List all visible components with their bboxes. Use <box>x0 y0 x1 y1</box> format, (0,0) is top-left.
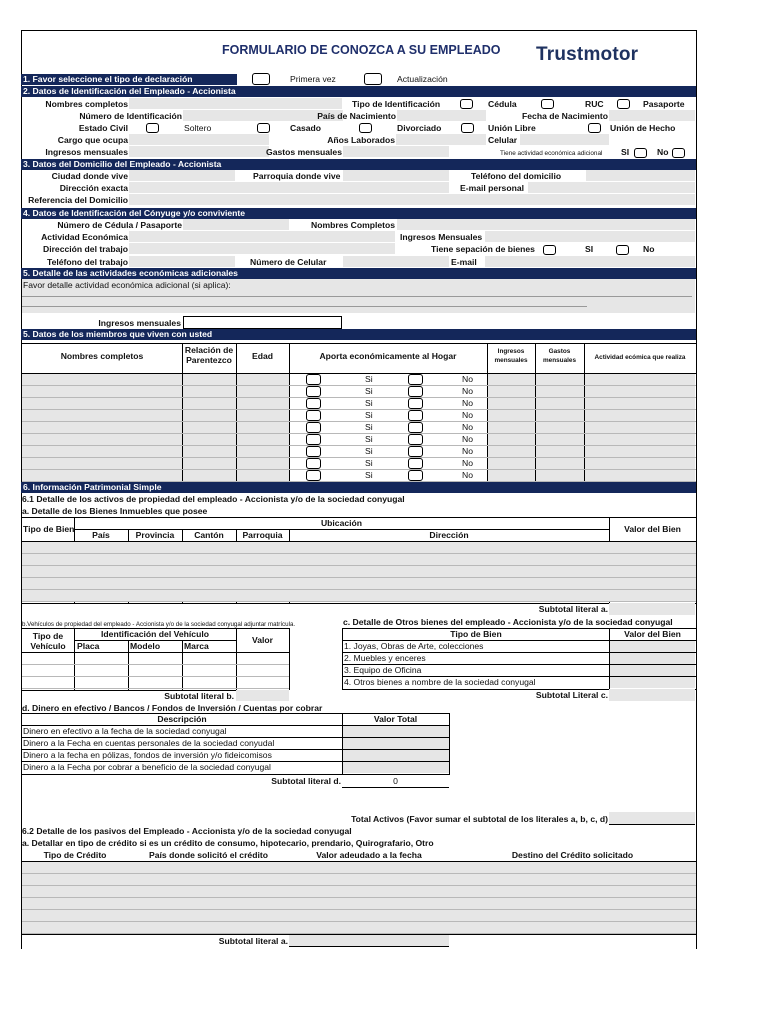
aporta-no-label: No <box>462 470 473 480</box>
miembros-header-relacion: Relación de Parentezco <box>184 345 234 365</box>
miembros-ingresos-field[interactable] <box>488 470 535 481</box>
miembros-edad-field[interactable] <box>237 410 289 421</box>
aporta-no-checkbox[interactable] <box>408 422 423 433</box>
dinero-item-value-field[interactable] <box>343 726 449 737</box>
pasivos-header-tipo: Tipo de Crédito <box>43 850 107 860</box>
actividad-adicional-label: Tiene actividad económica adicional <box>500 150 603 157</box>
total-activos-field[interactable] <box>609 812 695 824</box>
casado-label: Casado <box>290 123 322 133</box>
miembros-relacion-field[interactable] <box>183 434 236 445</box>
inmuebles-header-pais: País <box>92 530 110 540</box>
aporta-no-label: No <box>462 398 473 408</box>
pasivo-row-field[interactable] <box>22 874 696 885</box>
miembros-gastos-field[interactable] <box>536 446 584 457</box>
miembros-actividad-field[interactable] <box>585 422 695 433</box>
miembros-edad-field[interactable] <box>237 386 289 397</box>
miembros-edad-field[interactable] <box>237 434 289 445</box>
miembros-nombre-field[interactable] <box>22 470 182 481</box>
tel-trabajo-field[interactable] <box>129 256 235 267</box>
aporta-si-label: Si <box>365 470 373 480</box>
ingresos-field[interactable] <box>129 146 269 157</box>
divorciado-checkbox[interactable] <box>359 123 372 133</box>
miembros-top-line <box>22 343 696 344</box>
dinero-item-value-field[interactable] <box>343 762 449 773</box>
dinero-header-desc: Descripción <box>157 714 207 724</box>
tipo-id-label: Tipo de Identificación <box>352 99 441 109</box>
miembros-gastos-field[interactable] <box>536 422 584 433</box>
miembros-header-ingresos: Ingresos mensuales <box>494 348 528 364</box>
actualizacion-label: Actualización <box>397 74 448 84</box>
dinero-top-line <box>22 713 449 714</box>
aporta-no-checkbox[interactable] <box>408 434 423 445</box>
num-celular-label: Número de Celular <box>250 257 327 267</box>
miembros-relacion-field[interactable] <box>183 386 236 397</box>
miembros-header-aporta: Aporta económicamente al Hogar <box>319 351 457 361</box>
dinero-col-line <box>449 713 450 775</box>
pasivo-row-field[interactable] <box>22 886 696 897</box>
aporta-si-checkbox[interactable] <box>306 470 321 481</box>
miembros-gastos-field[interactable] <box>536 386 584 397</box>
otros-header-valor: Valor del Bien <box>624 629 681 639</box>
pasivo-row-field[interactable] <box>22 922 696 933</box>
miembros-edad-field[interactable] <box>237 458 289 469</box>
anios-field[interactable] <box>396 134 486 145</box>
miembros-actividad-field[interactable] <box>585 446 695 457</box>
soltero-label: Soltero <box>184 123 212 133</box>
inmueble-row-field[interactable] <box>22 578 696 589</box>
miembros-edad-field[interactable] <box>237 422 289 433</box>
aporta-si-label: Si <box>365 458 373 468</box>
subtotal-pasivos-label: Subtotal literal a. <box>218 936 288 946</box>
miembros-edad-field[interactable] <box>237 398 289 409</box>
otros-col-line <box>342 628 343 690</box>
inmuebles-header-canton: Cantón <box>194 530 224 540</box>
direccion-field[interactable] <box>129 182 449 193</box>
inmuebles-sub-line <box>74 529 609 530</box>
otros-bienes-title: c. Detalle de Otros bienes del empleado - Accionista y/o de la sociedad conyugal <box>343 617 673 627</box>
casado-checkbox[interactable] <box>257 123 270 133</box>
dir-trabajo-field[interactable] <box>129 243 395 254</box>
section-6-header: 6. Información Patrimonial Simple <box>21 482 696 493</box>
aporta-no-checkbox[interactable] <box>408 410 423 421</box>
miembros-ingresos-field[interactable] <box>488 398 535 409</box>
otros-item-value-field[interactable] <box>610 677 695 688</box>
aporta-no-checkbox[interactable] <box>408 386 423 397</box>
aporta-si-label: Si <box>365 434 373 444</box>
miembros-relacion-field[interactable] <box>183 422 236 433</box>
miembros-gastos-field[interactable] <box>536 398 584 409</box>
union-hecho-label: Unión de Hecho <box>610 123 676 133</box>
nombres-field[interactable] <box>129 98 342 109</box>
miembros-actividad-field[interactable] <box>585 434 695 445</box>
conyuge-actividad-field[interactable] <box>129 231 395 242</box>
aporta-si-checkbox[interactable] <box>306 374 321 385</box>
pasivo-row-field[interactable] <box>22 910 696 921</box>
vehiculos-col-line <box>128 640 129 690</box>
detalle-line-1 <box>22 296 692 297</box>
miembros-ingresos-field[interactable] <box>488 386 535 397</box>
miembros-nombre-field[interactable] <box>22 458 182 469</box>
conyuge-nombres-field[interactable] <box>397 219 695 230</box>
nombres-label: Nombres completos <box>45 99 128 109</box>
actividad-ingresos-label: Ingresos mensuales <box>98 318 181 328</box>
miembros-gastos-field[interactable] <box>536 434 584 445</box>
otros-header-tipo: Tipo de Bien <box>450 629 502 639</box>
conyuge-ingresos-label: Ingresos Mensuales <box>400 232 483 242</box>
fecha-nac-label: Fecha de Nacimiento <box>522 111 608 121</box>
miembros-actividad-field[interactable] <box>585 374 695 385</box>
cargo-label: Cargo que ocupa <box>57 135 128 145</box>
vehiculos-header-marca: Marca <box>184 641 209 651</box>
gastos-field[interactable] <box>343 146 449 157</box>
gastos-label: Gastos mensuales <box>266 147 342 157</box>
aporta-no-label: No <box>462 422 473 432</box>
cargo-field[interactable] <box>129 134 269 145</box>
pasivos-header-valor: Valor adeudado a la fecha <box>316 850 422 860</box>
subtotal-d-label: Subtotal literal d. <box>271 776 341 786</box>
vehiculos-header-valor: Valor <box>251 635 274 645</box>
miembros-header-actividad: Actividad ecómica que realiza <box>594 354 686 361</box>
miembros-relacion-field[interactable] <box>183 398 236 409</box>
dinero-bottom-line <box>22 774 449 775</box>
otros-item-label: 3. Equipo de Oficina <box>344 665 422 675</box>
aporta-si-label: Si <box>365 410 373 420</box>
subtotal-d-value: 0 <box>393 776 398 786</box>
conyuge-ingresos-field[interactable] <box>485 231 695 242</box>
inmuebles-header-tipo: Tipo de Bien <box>23 524 75 534</box>
inmuebles-header-valor: Valor del Bien <box>624 524 681 534</box>
section-4-header: 4. Datos de Identificación del Cónyuge y/o conviviente <box>21 208 696 219</box>
miembros-nombre-field[interactable] <box>22 410 182 421</box>
vehiculo-row-line <box>22 664 289 665</box>
inmuebles-header-ubicacion: Ubicación <box>320 518 363 528</box>
section-3-header: 3. Datos del Domicilio del Empleado - Accionista <box>21 159 696 170</box>
vehiculos-top-line <box>22 628 289 629</box>
vehiculos-col-line <box>182 640 183 690</box>
aporta-no-label: No <box>462 410 473 420</box>
inmueble-row-field[interactable] <box>22 590 696 601</box>
actividad-detalle-note: Favor detalle actividad económica adicional (si aplica): <box>23 280 231 290</box>
miembros-edad-field[interactable] <box>237 446 289 457</box>
parroquia-field[interactable] <box>343 170 449 181</box>
vehiculo-row-line <box>22 688 289 689</box>
inmuebles-header-provincia: Provincia <box>135 530 175 540</box>
vehiculos-header-placa: Placa <box>77 641 100 651</box>
miembros-actividad-field[interactable] <box>585 470 695 481</box>
conyuge-email-label: E-mail <box>451 257 477 267</box>
pasivos-title: a. Detallar en tipo de crédito si es un crédito de consumo, hipotecario, prendario, Quirografario, Otro <box>22 838 434 848</box>
conyuge-nombres-label: Nombres Completos <box>311 220 396 230</box>
pasivo-row-field[interactable] <box>22 898 696 909</box>
sub-61-title: 6.1 Detalle de los activos de propiedad del empleado - Accionista y/o de la sociedad conyugal <box>22 494 405 504</box>
aporta-si-label: Si <box>365 398 373 408</box>
parroquia-label: Parroquia donde vive <box>253 171 341 181</box>
miembros-gastos-field[interactable] <box>536 410 584 421</box>
section-2-header: 2. Datos de Identificación del Empleado - Accionista <box>21 86 696 97</box>
separacion-label: Tiene sepación de bienes <box>431 244 535 254</box>
aporta-si-checkbox[interactable] <box>306 446 321 457</box>
subtotal-c-label: Subtotal Literal c. <box>535 690 608 700</box>
aporta-no-label: No <box>462 374 473 384</box>
aporta-si-label: Si <box>365 422 373 432</box>
vehiculos-col-line <box>236 628 237 690</box>
aporta-si-checkbox[interactable] <box>306 434 321 445</box>
subtotal-d-underline <box>342 787 449 788</box>
otros-item-label: 2. Muebles y enceres <box>344 653 426 663</box>
actividad-si-label: SI <box>621 147 630 157</box>
aporta-no-checkbox[interactable] <box>408 398 423 409</box>
miembros-relacion-field[interactable] <box>183 410 236 421</box>
dinero-item-label: Dinero en efectivo a la fecha de la sociedad conyugal <box>23 726 227 736</box>
direccion-label: Dirección exacta <box>59 183 128 193</box>
miembros-actividad-field[interactable] <box>585 458 695 469</box>
otros-top-line <box>342 628 696 629</box>
otros-item-value-field[interactable] <box>610 653 695 664</box>
conyuge-actividad-label: Actividad Económica <box>41 232 128 242</box>
miembros-actividad-field[interactable] <box>585 398 695 409</box>
inmuebles-title: a. Detalle de los Bienes Inmuebles que posee <box>22 506 208 516</box>
pasaporte-label: Pasaporte <box>643 99 685 109</box>
actividad-ingresos-field[interactable] <box>183 316 342 329</box>
miembros-gastos-field[interactable] <box>536 458 584 469</box>
aporta-si-checkbox[interactable] <box>306 410 321 421</box>
miembros-header-edad: Edad <box>251 351 273 361</box>
union-libre-label: Unión Libre <box>488 123 536 133</box>
actividad-no-label: No <box>657 147 669 157</box>
aporta-si-label: Si <box>365 446 373 456</box>
ciudad-label: Ciudad donde vive <box>51 171 128 181</box>
inmuebles-top-line <box>22 517 696 518</box>
miembros-header-nombres: Nombres completos <box>60 351 144 361</box>
vehiculos-header-ident: Identificación del Vehículo <box>101 629 209 639</box>
inmueble-row-field[interactable] <box>22 542 696 553</box>
pasaporte-checkbox[interactable] <box>617 99 630 109</box>
inmuebles-header-parroquia: Parroquia <box>242 530 283 540</box>
aporta-si-checkbox[interactable] <box>306 398 321 409</box>
miembros-edad-field[interactable] <box>237 470 289 481</box>
separacion-no-label: No <box>643 244 655 254</box>
total-activos-underline <box>609 824 695 825</box>
miembros-relacion-field[interactable] <box>183 458 236 469</box>
inmueble-row-field[interactable] <box>22 554 696 565</box>
cedula-checkbox[interactable] <box>460 99 473 109</box>
pasivo-row-field[interactable] <box>22 862 696 873</box>
pasivos-header-pais: País donde solicitó el crédito <box>149 850 268 860</box>
telefono-domicilio-field[interactable] <box>586 170 695 181</box>
vehiculos-col-line <box>289 628 290 690</box>
separacion-si-checkbox[interactable] <box>543 245 556 255</box>
vehiculos-header-modelo: Modelo <box>130 641 161 651</box>
sub-62-title: 6.2 Detalle de los pasivos del Empleado - Accionista y/o de la sociedad conyugal <box>22 826 352 836</box>
aporta-si-checkbox[interactable] <box>306 386 321 397</box>
fecha-nac-field[interactable] <box>609 110 695 121</box>
actividad-no-checkbox[interactable] <box>672 148 685 158</box>
divorciado-label: Divorciado <box>397 123 442 133</box>
miembros-nombre-field[interactable] <box>22 446 182 457</box>
miembros-ingresos-field[interactable] <box>488 446 535 457</box>
celular-field[interactable] <box>520 134 609 145</box>
subtotal-c-field[interactable] <box>609 689 695 701</box>
miembros-nombre-field[interactable] <box>22 422 182 433</box>
miembros-ingresos-field[interactable] <box>488 374 535 385</box>
dinero-title: d. Dinero en efectivo / Bancos / Fondos de Inversión / Cuentas por cobrar <box>22 703 323 713</box>
miembros-ingresos-field[interactable] <box>488 434 535 445</box>
aporta-no-checkbox[interactable] <box>408 458 423 469</box>
subtotal-pasivos-field[interactable] <box>289 935 449 946</box>
vehiculos-header-tipo: Tipo de Vehículo <box>30 631 66 651</box>
tel-trabajo-label: Teléfono del trabajo <box>46 257 128 267</box>
vehiculos-sub-line <box>74 640 236 641</box>
aporta-si-checkbox[interactable] <box>306 422 321 433</box>
separacion-si-label: SI <box>585 244 594 254</box>
conyuge-email-field[interactable] <box>485 256 695 267</box>
otros-item-label: 4. Otros bienes a nombre de la sociedad conyugal <box>344 677 536 687</box>
vehiculos-col-line <box>74 628 75 690</box>
vehiculos-title: b.Vehículos de propiedad del empleado - Accionista y/o de la sociedad conyugal adjuntar matrícula. <box>22 621 296 628</box>
aporta-no-label: No <box>462 458 473 468</box>
detalle-line-2 <box>22 306 587 307</box>
conyuge-cedula-label: Número de Cédula / Pasaporte <box>57 220 182 230</box>
aporta-no-label: No <box>462 434 473 444</box>
telefono-domicilio-label: Teléfono del domicilio <box>471 171 562 181</box>
total-activos-label: Total Activos (Favor sumar el subtotal de los literales a, b, c, d) <box>351 814 608 824</box>
aporta-si-label: Si <box>365 386 373 396</box>
miembros-ingresos-field[interactable] <box>488 458 535 469</box>
conyuge-cedula-field[interactable] <box>183 219 289 230</box>
vehiculos-header-line <box>22 652 289 653</box>
miembros-edad-field[interactable] <box>237 374 289 385</box>
section-1-header: 1. Favor seleccione el tipo de declaración <box>21 74 237 85</box>
dinero-item-label: Dinero a la Fecha en cuentas personales de la sociedad conyudal <box>23 738 275 748</box>
dinero-item-label: Dinero a la Fecha por cobrar a beneficio de la sociedad conyugal <box>23 762 271 772</box>
celular-label: Celular <box>488 135 518 145</box>
miembros-nombre-field[interactable] <box>22 386 182 397</box>
miembros-col-line <box>289 343 290 482</box>
dinero-item-value-field[interactable] <box>343 738 449 749</box>
email-personal-label: E-mail personal <box>460 183 524 193</box>
subtotal-a-field[interactable] <box>609 603 695 615</box>
num-id-label: Número de Identificación <box>79 111 182 121</box>
actualizacion-checkbox[interactable] <box>364 73 382 85</box>
referencia-label: Referencia del Domicilio <box>28 195 128 205</box>
miembros-actividad-field[interactable] <box>585 386 695 397</box>
aporta-si-checkbox[interactable] <box>306 458 321 469</box>
dinero-item-label: Dinero a la fecha en pólizas, fondos de inversión y/o fideicomisos <box>23 750 272 760</box>
subtotal-b-field[interactable] <box>236 690 289 701</box>
actividad-si-checkbox[interactable] <box>634 148 647 158</box>
inmueble-row-line <box>22 601 696 602</box>
miembros-gastos-field[interactable] <box>536 470 584 481</box>
miembros-nombre-field[interactable] <box>22 398 182 409</box>
aporta-no-checkbox[interactable] <box>408 446 423 457</box>
otros-item-label: 1. Joyas, Obras de Arte, colecciones <box>344 641 484 651</box>
miembros-ingresos-field[interactable] <box>488 410 535 421</box>
miembros-gastos-field[interactable] <box>536 374 584 385</box>
num-celular-field[interactable] <box>343 256 449 267</box>
estado-civil-label: Estado Civil <box>78 123 128 133</box>
miembros-header-gastos: Gastos mensuales <box>542 348 577 364</box>
miembros-relacion-field[interactable] <box>183 446 236 457</box>
referencia-field[interactable] <box>129 194 695 205</box>
subtotal-a-label: Subtotal literal a. <box>538 604 608 614</box>
aporta-no-label: No <box>462 446 473 456</box>
ruc-checkbox[interactable] <box>541 99 554 109</box>
form-title: FORMULARIO DE CONOZCA A SU EMPLEADO <box>222 43 501 57</box>
inmuebles-header-direccion: Dirección <box>429 530 469 540</box>
miembros-nombre-field[interactable] <box>22 434 182 445</box>
aporta-no-label: No <box>462 386 473 396</box>
primera-vez-checkbox[interactable] <box>252 73 270 85</box>
ruc-label: RUC <box>585 99 604 109</box>
otros-item-value-field[interactable] <box>610 665 695 676</box>
dinero-header-valor: Valor Total <box>373 714 418 724</box>
separacion-no-checkbox[interactable] <box>616 245 629 255</box>
company-logo: Trustmotor <box>536 44 639 65</box>
pasivos-header-destino: Destino del Crédito solicitado <box>511 850 634 860</box>
miembros-nombre-field[interactable] <box>22 374 182 385</box>
ingresos-label: Ingresos mensuales <box>45 147 128 157</box>
section-5a-header: 5. Detalle de las actividades económicas adicionales <box>21 268 696 279</box>
dinero-item-value-field[interactable] <box>343 750 449 761</box>
union-libre-checkbox[interactable] <box>461 123 474 133</box>
miembros-relacion-field[interactable] <box>183 470 236 481</box>
anios-label: Años Laborados <box>327 135 395 145</box>
email-personal-field[interactable] <box>528 182 695 193</box>
miembros-ingresos-field[interactable] <box>488 422 535 433</box>
inmueble-row-field[interactable] <box>22 566 696 577</box>
section-5b-header: 5. Datos de los miembros que viven con usted <box>21 329 696 340</box>
pais-nac-label: País de Nacimiento <box>317 111 396 121</box>
aporta-no-checkbox[interactable] <box>408 374 423 385</box>
soltero-checkbox[interactable] <box>146 123 159 133</box>
miembros-actividad-field[interactable] <box>585 410 695 421</box>
otros-item-value-field[interactable] <box>610 641 695 652</box>
vehiculo-row-line <box>22 676 289 677</box>
aporta-no-checkbox[interactable] <box>408 470 423 481</box>
subtotal-pasivos-underline <box>289 946 449 947</box>
pais-nac-field[interactable] <box>397 110 486 121</box>
miembros-relacion-field[interactable] <box>183 374 236 385</box>
dir-trabajo-label: Dirección del trabajo <box>42 244 128 254</box>
primera-vez-label: Primera vez <box>290 74 336 84</box>
cedula-label: Cédula <box>488 99 517 109</box>
aporta-si-label: Si <box>365 374 373 384</box>
subtotal-b-label: Subtotal literal b. <box>164 691 234 701</box>
ciudad-field[interactable] <box>129 170 235 181</box>
union-hecho-checkbox[interactable] <box>588 123 601 133</box>
